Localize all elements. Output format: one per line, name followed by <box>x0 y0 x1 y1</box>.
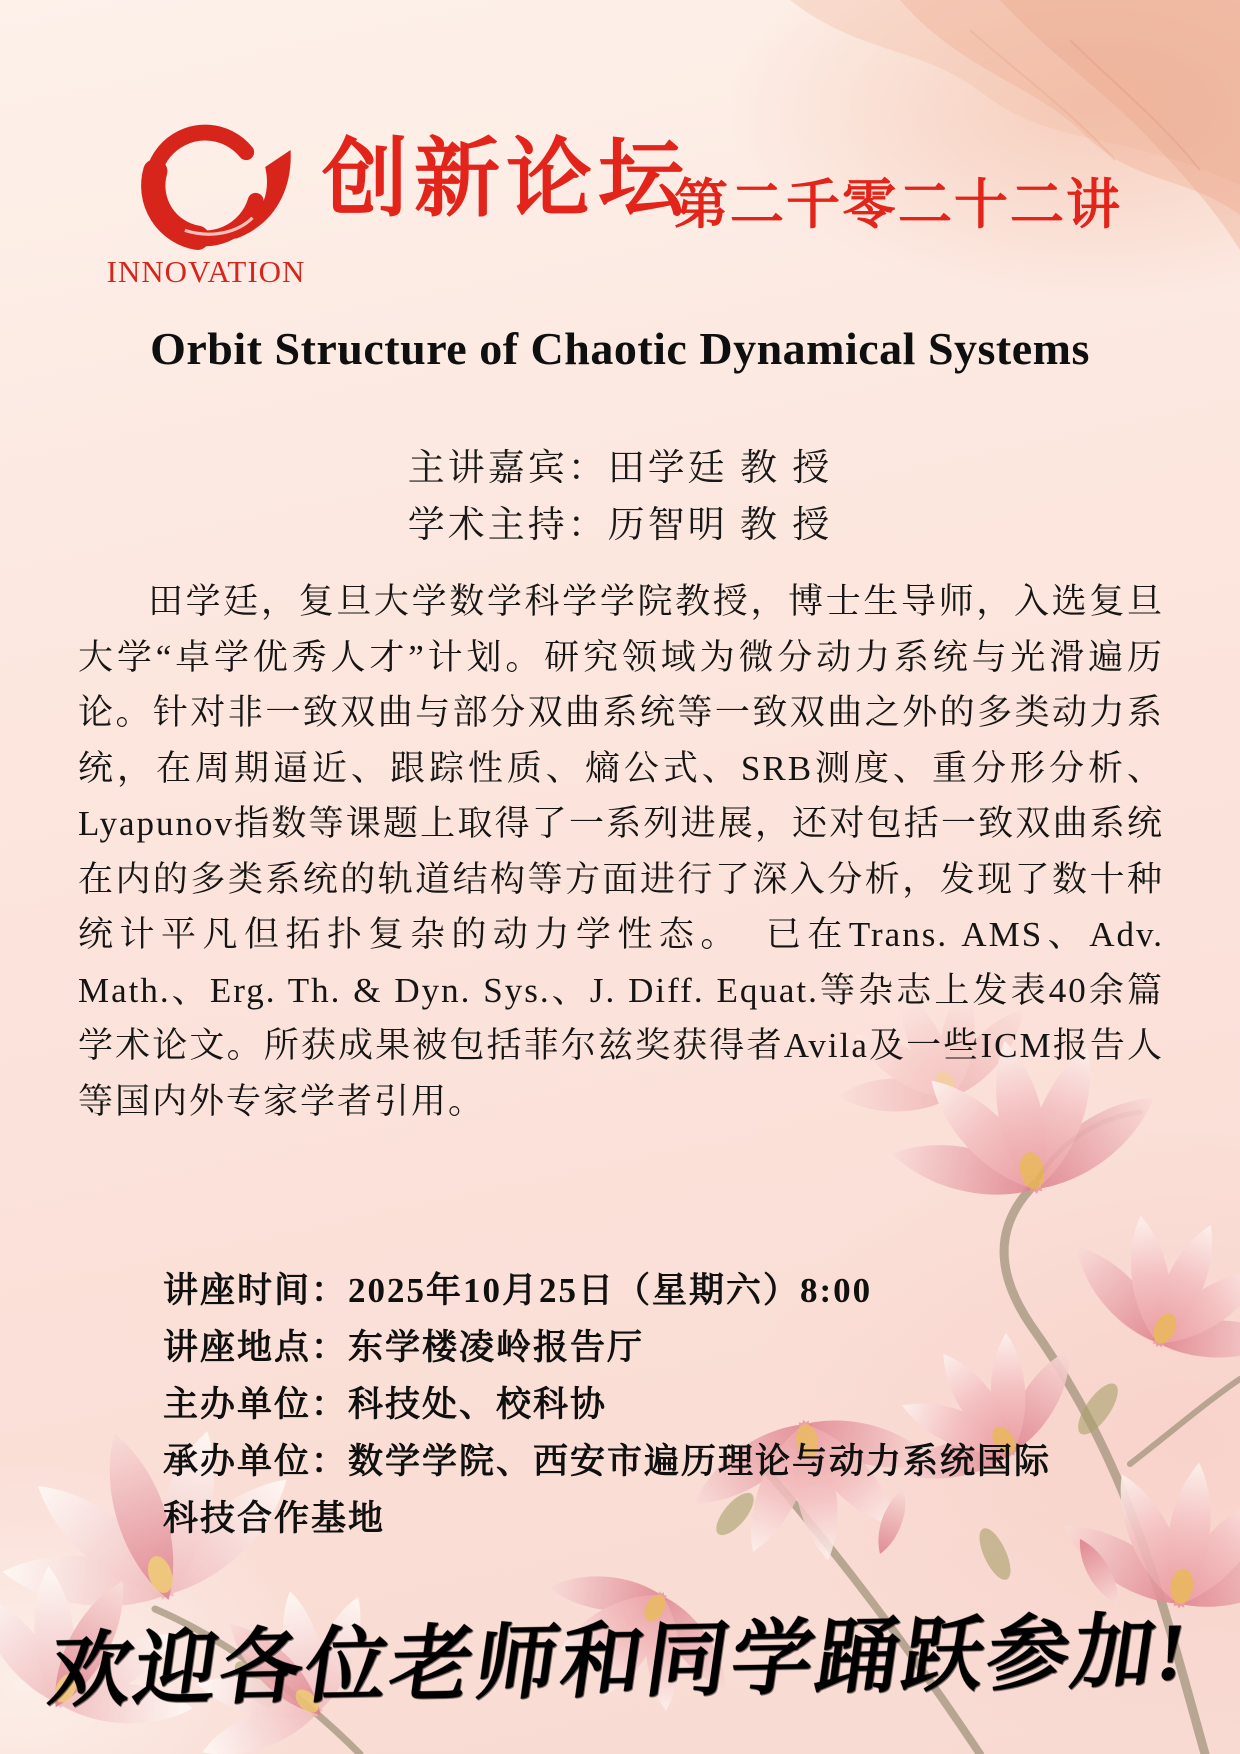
lecture-title: Orbit Structure of Chaotic Dynamical Systems <box>150 323 1090 374</box>
speaker-bio: 田学廷，复旦大学数学科学学院教授，博士生导师，入选复旦大学“卓学优秀人才”计划。研究领域为微分动力系统与光滑遍历论。针对非一致双曲与部分双曲系统等一致双曲之外的多类动力系统，在周期逼近、跟踪性质、熵公式、SRB测度、重分形分析、Lyapunov指数等课题上取得了一系列进展，还对包括一致双曲系统在内的多类系统的轨道结构等方面进行了深入分析，发现了数十种统计平凡但拓扑复杂的动力学性态。 已在Trans. AMS、Adv. Math.、Erg. Th. & Dyn. Sys.、J. Diff. Equat.等杂志上发表40余篇学术论文。所获成果被包括菲尔兹奖获得者Avila及一些ICM报告人等国内外专家学者引用。 <box>78 582 1164 1121</box>
co-organizer-line: 承办单位：数学学院、西安市遍历理论与动力系统国际 <box>163 1442 1052 1481</box>
welcome-calligraphy: 欢迎各位老师和同学踊跃参加! <box>43 1606 1195 1717</box>
lecture-location-line: 讲座地点：东学楼凌岭报告厅 <box>163 1328 645 1367</box>
logo-swirl-icon <box>121 112 291 260</box>
lecture-number: 第二千零二十二讲 <box>674 175 1122 235</box>
lecture-time-line: 讲座时间：2025年10月25日（星期六）8:00 <box>163 1271 873 1310</box>
mountain-watermark-image <box>640 0 1240 320</box>
co-organizer-continuation-line: 科技合作基地 <box>163 1499 386 1538</box>
lecture-details <box>163 1262 1051 1547</box>
logo-wordmark: INNOVATION <box>106 254 306 289</box>
speaker-line: 主讲嘉宾：田学廷 教 授 <box>407 448 833 489</box>
speaker-block <box>0 440 1240 554</box>
innovation-logo <box>96 112 316 290</box>
host-line: 学术主持：历智明 教 授 <box>407 505 833 546</box>
forum-title: 创新论坛 <box>322 131 690 227</box>
organizer-line: 主办单位：科技处、校科协 <box>163 1385 608 1424</box>
